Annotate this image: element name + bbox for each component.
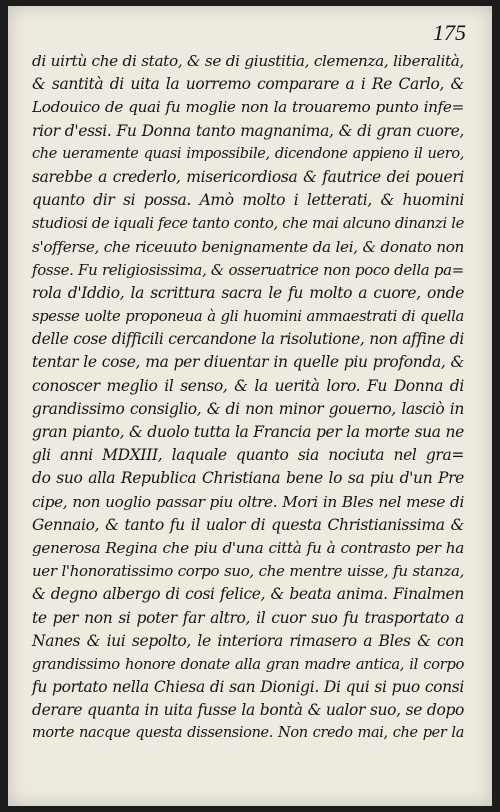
text-line: rola d'Iddio, la scrittura sacra le fu molto a cuore, onde	[32, 283, 464, 302]
text-line: do suo alla Republica Christiana bene lo sa piu d'un Pre	[32, 469, 464, 488]
text-line: studiosi de iquali fece tanto conto, che mai alcuno dinanzi le	[32, 215, 464, 233]
text-line: cipe, non uoglio passar piu oltre. Mori in Bles nel mese di	[32, 492, 464, 511]
text-line: generosa Regina che piu d'una città fu à contrasto per ha	[32, 538, 464, 557]
text-line: derare quanta in uita fusse la bontà & ualor suo, se dopo	[32, 701, 464, 720]
text-line: Nanes & iui sepolto, le interiora rimasero a Bles & con	[32, 631, 464, 650]
text-line: fosse. Fu religiosissima, & osseruatrice non poco della pa=	[32, 260, 464, 279]
text-line: che ueramente quasi impossibile, dicendone appieno il uero,	[32, 145, 464, 162]
body-text	[32, 50, 464, 746]
text-line: quanto dir si possa. Amò molto i letterati, & huomini	[32, 191, 464, 210]
text-line: gli anni MDXIII, laquale quanto sia nociuta nel gra=	[32, 446, 464, 465]
text-line: s'offerse, che riceuuto benignamente da lei, & donato non	[32, 237, 464, 256]
text-line: tentar le cose, ma per diuentar in quelle piu profonda, &	[32, 353, 464, 372]
text-line: sarebbe a crederlo, misericordiosa & fautrice dei poueri	[32, 167, 464, 186]
book-page	[8, 6, 492, 806]
text-line: grandissimo consiglio, & di non minor gouerno, lasciò in	[32, 399, 464, 418]
text-line: te per non si poter far altro, il cuor suo fu trasportato a	[32, 608, 464, 627]
text-line: conoscer meglio il senso, & la uerità loro. Fu Donna di	[32, 376, 464, 395]
text-line: uer l'honoratissimo corpo suo, che mentre uisse, fu stanza,	[32, 562, 464, 581]
text-line: grandissimo honore donate alla gran madre antica, il corpo	[32, 655, 464, 673]
text-line: fu portato nella Chiesa di san Dionigi. Di qui si puo consi	[32, 678, 464, 697]
text-line: Gennaio, & tanto fu il ualor di questa Christianissima &	[32, 515, 464, 534]
text-line: rior d'essi. Fu Donna tanto magnanima, & di gran cuore,	[32, 121, 464, 140]
text-line: delle cose difficili cercandone la risolutione, non affine di	[32, 330, 464, 349]
text-line: morte nacque questa dissensione. Non credo mai, che per la	[32, 725, 464, 742]
text-line: & santità di uita la uorremo comparare a i Re Carlo, &	[32, 75, 464, 94]
text-line: gran pianto, & duolo tutta la Francia per la morte sua ne	[32, 423, 464, 441]
text-line: & degno albergo di cosi felice, & beata anima. Finalmen	[32, 585, 464, 604]
text-line: spesse uolte proponeua à gli huomini ammaestrati di quella	[32, 308, 464, 326]
page-number: 175	[433, 20, 466, 45]
text-line: di uirtù che di stato, & se di giustitia, clemenza, liberalità,	[32, 52, 464, 70]
text-line: Lodouico de quai fu moglie non la trouaremo punto infe=	[32, 98, 464, 117]
